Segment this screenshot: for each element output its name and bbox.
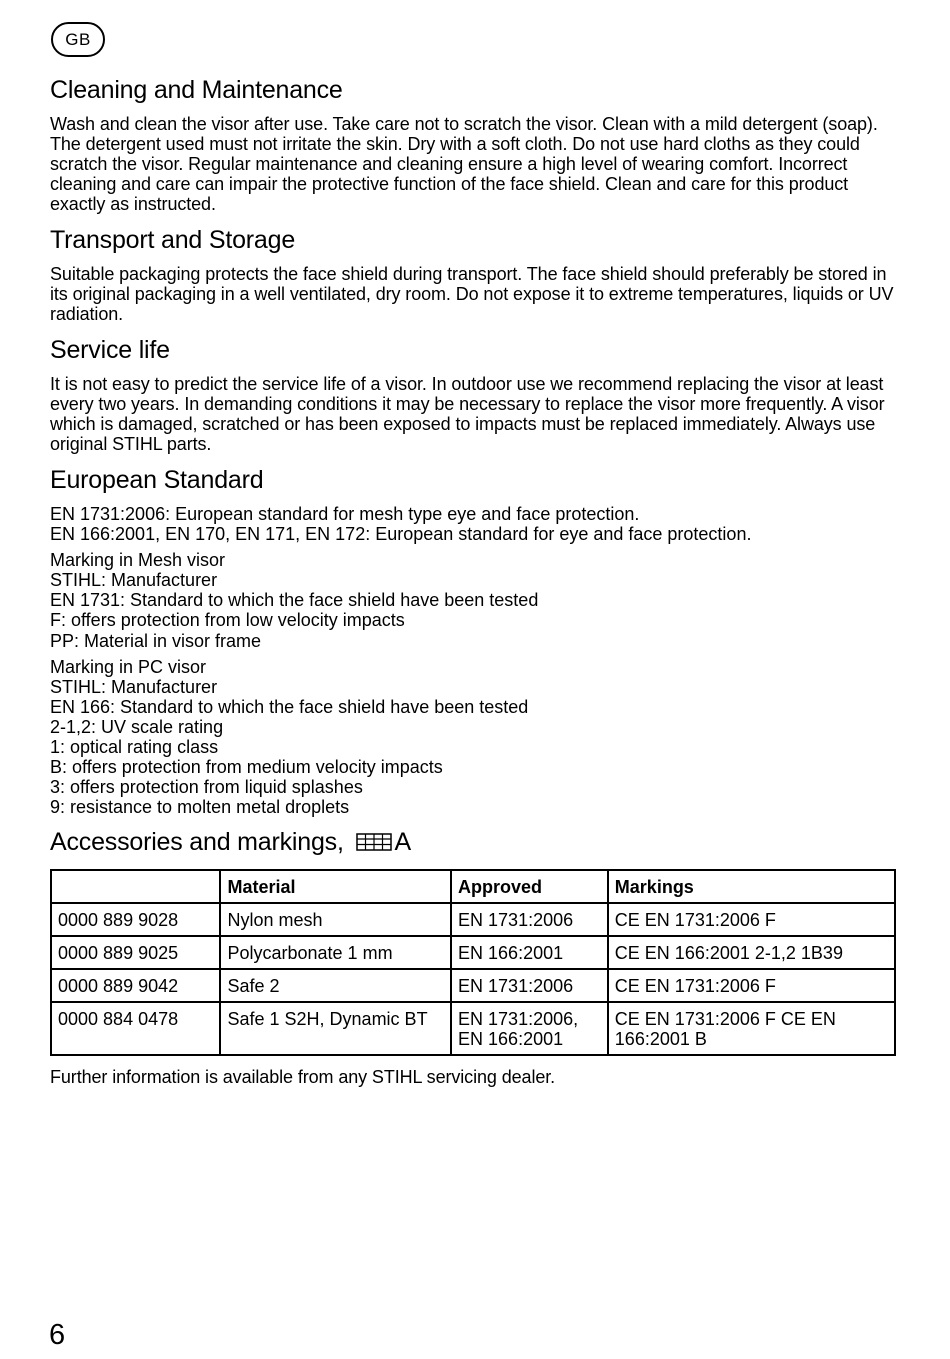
pc-line: 2-1,2: UV scale rating xyxy=(50,716,224,737)
cell-material: Nylon mesh xyxy=(220,903,451,936)
document-content xyxy=(50,75,898,1098)
section-title-standard: European Standard xyxy=(50,466,264,494)
cell-approved: EN 1731:2006 xyxy=(451,903,608,936)
mesh-line: EN 1731: Standard to which the face shield have been tested xyxy=(50,590,539,611)
accessories-table xyxy=(50,869,896,1056)
section-title-accessories xyxy=(50,827,898,857)
pc-line: B: offers protection from medium velocity impacts xyxy=(50,757,443,778)
mesh-line: F: offers protection from low velocity impacts xyxy=(50,610,405,631)
cell-markings: CE EN 1731:2006 F CE EN 166:2001 B xyxy=(608,1002,895,1055)
pc-line: 3: offers protection from liquid splashes xyxy=(50,777,363,798)
standards-line: EN 1731:2006: European standard for mesh type eye and face protection. xyxy=(50,504,640,524)
footer-note: Further information is available from any STIHL servicing dealer. xyxy=(50,1067,556,1088)
pc-line: STIHL: Manufacturer xyxy=(50,676,218,697)
section-title-service: Service life xyxy=(50,336,170,364)
cell-part-number: 0000 889 9042 xyxy=(51,969,220,1002)
section-body-cleaning: Wash and clean the visor after use. Take care not to scratch the visor. Clean with a mild detergent (soap). The detergent used must not irritate the skin. Dry with a soft cloth. Do not use hard cloths as they could scratch the visor. Regular maintenance and cleaning ensure a high level of wearing comfort. Incorrect cleaning and care can impair the protective function of the face shield. Clean and care for this product exactly as instructed. xyxy=(50,114,878,214)
pc-visor-markings xyxy=(50,657,898,818)
table-row xyxy=(51,1002,895,1055)
cell-approved: EN 166:2001 xyxy=(451,936,608,969)
header-approved: Approved xyxy=(451,870,608,903)
cell-approved: EN 1731:2006, EN 166:2001 xyxy=(451,1002,608,1055)
cell-material: Safe 1 S2H, Dynamic BT xyxy=(220,1002,451,1055)
cell-part-number: 0000 889 9028 xyxy=(51,903,220,936)
language-badge: GB xyxy=(51,22,105,57)
mesh-line: Marking in Mesh visor xyxy=(50,550,226,571)
pc-line: Marking in PC visor xyxy=(50,656,207,677)
section-body-service: It is not easy to predict the service life of a visor. In outdoor use we recommend replacing the visor at least every two years. In demanding conditions it may be necessary to replace the visor more frequently. A visor which is damaged, scratched or has been exposed to impacts must be replaced immediately. Always use original STIHL parts. xyxy=(50,374,885,454)
cell-part-number: 0000 889 9025 xyxy=(51,936,220,969)
accessories-title-text: Accessories and markings, xyxy=(50,828,344,857)
table-header-row xyxy=(51,870,895,903)
cell-approved: EN 1731:2006 xyxy=(451,969,608,1002)
standards-line: EN 166:2001, EN 170, EN 171, EN 172: European standard for eye and face protection. xyxy=(50,524,752,545)
cell-material: Safe 2 xyxy=(220,969,451,1002)
header-markings: Markings xyxy=(608,870,895,903)
accessories-title-suffix: A xyxy=(394,828,411,857)
standards-list xyxy=(50,504,898,544)
section-title-cleaning: Cleaning and Maintenance xyxy=(50,76,343,104)
cell-material: Polycarbonate 1 mm xyxy=(220,936,451,969)
header-material: Material xyxy=(220,870,451,903)
mesh-line: PP: Material in visor frame xyxy=(50,630,262,651)
pc-line: EN 166: Standard to which the face shield have been tested xyxy=(50,696,529,717)
mesh-line: STIHL: Manufacturer xyxy=(50,570,218,591)
table-row xyxy=(51,936,895,969)
table-row xyxy=(51,903,895,936)
cell-markings: CE EN 1731:2006 F xyxy=(608,969,895,1002)
mesh-visor-markings xyxy=(50,550,898,650)
grid-table-icon xyxy=(356,833,392,851)
cell-part-number: 0000 884 0478 xyxy=(51,1002,220,1055)
pc-line: 1: optical rating class xyxy=(50,737,219,758)
pc-line: 9: resistance to molten metal droplets xyxy=(50,797,350,818)
section-body-transport: Suitable packaging protects the face shield during transport. The face shield should preferably be stored in its original packaging in a well ventilated, dry room. Do not expose it to extreme temperatures, liquids or UV radiation. xyxy=(50,264,894,324)
cell-markings: CE EN 166:2001 2-1,2 1B39 xyxy=(608,936,895,969)
table-row xyxy=(51,969,895,1002)
page-number: 6 xyxy=(49,1319,66,1351)
section-title-transport: Transport and Storage xyxy=(50,226,296,254)
cell-markings: CE EN 1731:2006 F xyxy=(608,903,895,936)
header-part-number xyxy=(51,870,220,903)
